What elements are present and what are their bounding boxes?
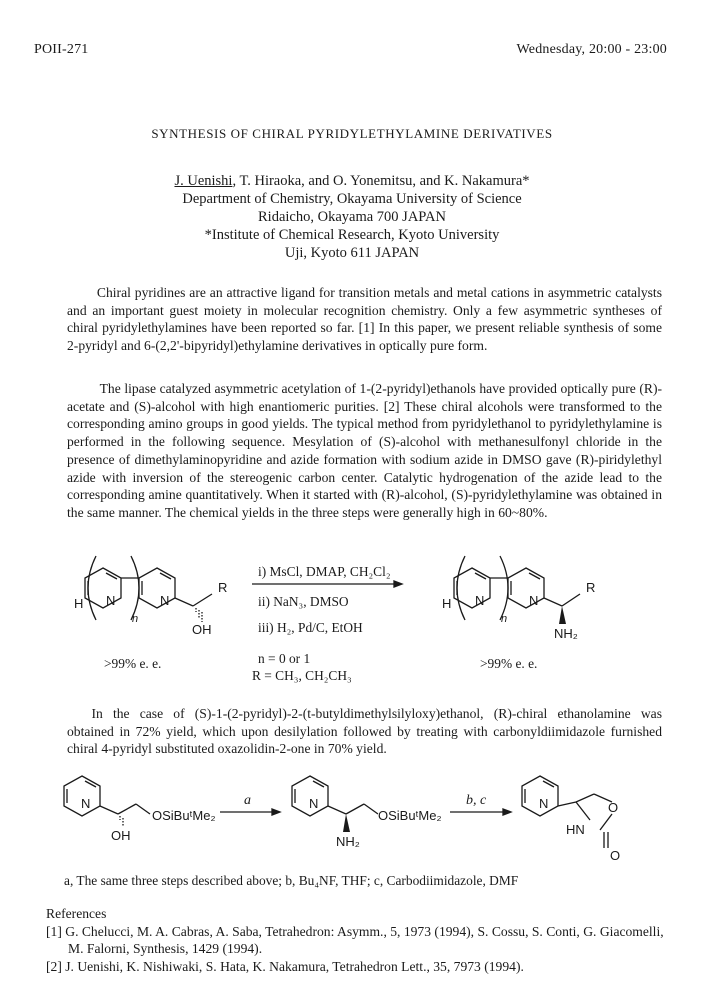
label-n: N [81,796,91,811]
ee-left: >99% e. e. [104,656,162,671]
label-n: N [106,593,116,608]
presenting-author: J. Uenishi [174,173,233,189]
label-hn: HN [566,822,585,837]
references [46,905,666,975]
pyridine-ring-icon [508,568,544,608]
scheme-2 [0,768,704,868]
ee-right: >99% e. e. [480,656,538,671]
session-time: Wednesday, 20:00 - 23:00 [516,42,667,57]
affiliation-line: *Institute of Chemical Research, Kyoto University [204,227,500,243]
label-nh2: NH₂ [554,626,578,641]
pyridine-ring-icon [139,568,175,608]
bracket-left-icon [457,556,465,620]
reference-item: [1] G. Chelucci, M. A. Cabras, A. Saba, Tetrahedron: Asymm., 5, 1973 (1994), S. Cossu, S. Conti, G. Giacomelli, M. Falorni, Synthesis, 1429 (1994). [46,923,664,956]
label-osi: OSiBuᵗMe₂ [378,808,442,823]
label-osi: OSiBuᵗMe₂ [152,808,216,823]
reagent-step-3: iii) H₂, Pd/C, EtOH [258,620,363,635]
affiliation-line: Uji, Kyoto 611 JAPAN [284,245,420,261]
label-h: H [74,596,84,611]
references-heading: References [46,906,107,921]
label-n: N [529,593,539,608]
label-r: R [218,580,228,595]
page-title: SYNTHESIS OF CHIRAL PYRIDYLETHYLAMINE DERIVATIVES [151,126,553,141]
author-block [0,172,704,262]
r-note: R = CH₃, CH₂CH₃ [252,668,352,683]
label-n: N [539,796,549,811]
session-code: POII-271 [34,42,89,57]
label-n-subscript: n [132,613,139,625]
scheme-1 [0,548,704,680]
bracket-left-icon [88,556,96,620]
label-r: R [586,580,596,595]
pyridine-ring-icon [85,568,121,608]
label-n: N [475,593,485,608]
reagent-step-2: ii) NaN₃, DMSO [258,594,349,609]
label-h: H [442,596,452,611]
scheme-caption: a, The same three steps described above; b, Bu₄NF, THF; c, Carbodiimidazole, DMF [64,873,519,888]
oxazolidinone-ring-icon [576,794,594,802]
n-note: n = 0 or 1 [258,651,311,666]
label-n: N [160,593,170,608]
reagent-step-1: i) MsCl, DMAP, CH₂Cl₂ [258,564,391,579]
label-o: O [608,800,619,815]
reference-item: [2] J. Uenishi, K. Nishiwaki, S. Hata, K. Nakamura, Tetrahedron Lett., 35, 7973 (1994). [46,958,524,974]
author-line [0,172,704,190]
bracket-right-icon [131,556,139,620]
label-oh: OH [111,828,131,843]
pyridine-ring-icon [454,568,490,608]
label-n: N [309,796,319,811]
method-paragraph: The lipase catalyzed asymmetric acetylation of 1-(2-pyridyl)ethanols have provided optically pure (R)-acetate and (S)-alcohol with high enantiomeric purities. [2] These chiral alcohols were transformed to the corresponding amino groups in good yields. The typical method from pyridylethanol to pyridylethylamine is performed in the following sequence. Mesylation of (S)-alcohol with methanesulfonyl chloride in the presence of dimethylaminopyridine and azide formation with sodium azide in DMSO gave (R)-piridylethyl azide with inversion of the stereogenic carbon center. Catalytic hydrogenation of the azide lead to the corresponding amine quantitatively. When it started with (R)-alcohol, (S)-pyridylethylamine was obtained in the same manner. The chemical yields in the three steps were generally high in 60~80%. [67,381,662,520]
label-nh2: NH₂ [336,834,360,849]
desilylation-paragraph: In the case of (S)-1-(2-pyridyl)-2-(t-butyldimethylsilyloxy)ethanol, (R)-chiral ethanolamine was obtained in 72% yield, which upon desilylation followed by treating with carbonyldiimidazole furnished chiral 4-pyridyl substituted oxazolidin-2-one in 70% yield. [67,706,662,757]
arrow-label-bc: b, c [466,793,487,808]
affiliation-line: Ridaicho, Okayama 700 JAPAN [258,209,446,225]
affiliation-line: Department of Chemistry, Okayama University of Science [182,191,522,207]
label-o: O [610,848,621,863]
label-oh: OH [192,622,212,637]
arrow-label-a: a [244,793,251,808]
intro-paragraph: Chiral pyridines are an attractive ligand for transition metals and metal cations in asymmetric catalysts and an important guest moiety in molecular recognition chemistry. Only a few asymmetric syntheses of chiral pyridylethylamines have been reported so far. [1] In this paper, we present reliable synthesis of some 2-pyridyl and 6-(2,2'-bipyridyl)ethylamine derivatives in optically pure form. [67,285,662,354]
bracket-right-icon [500,556,508,620]
label-n-subscript: n [501,613,508,625]
co-authors: , T. Hiraoka, and O. Yonemitsu, and K. Nakamura* [232,173,530,189]
